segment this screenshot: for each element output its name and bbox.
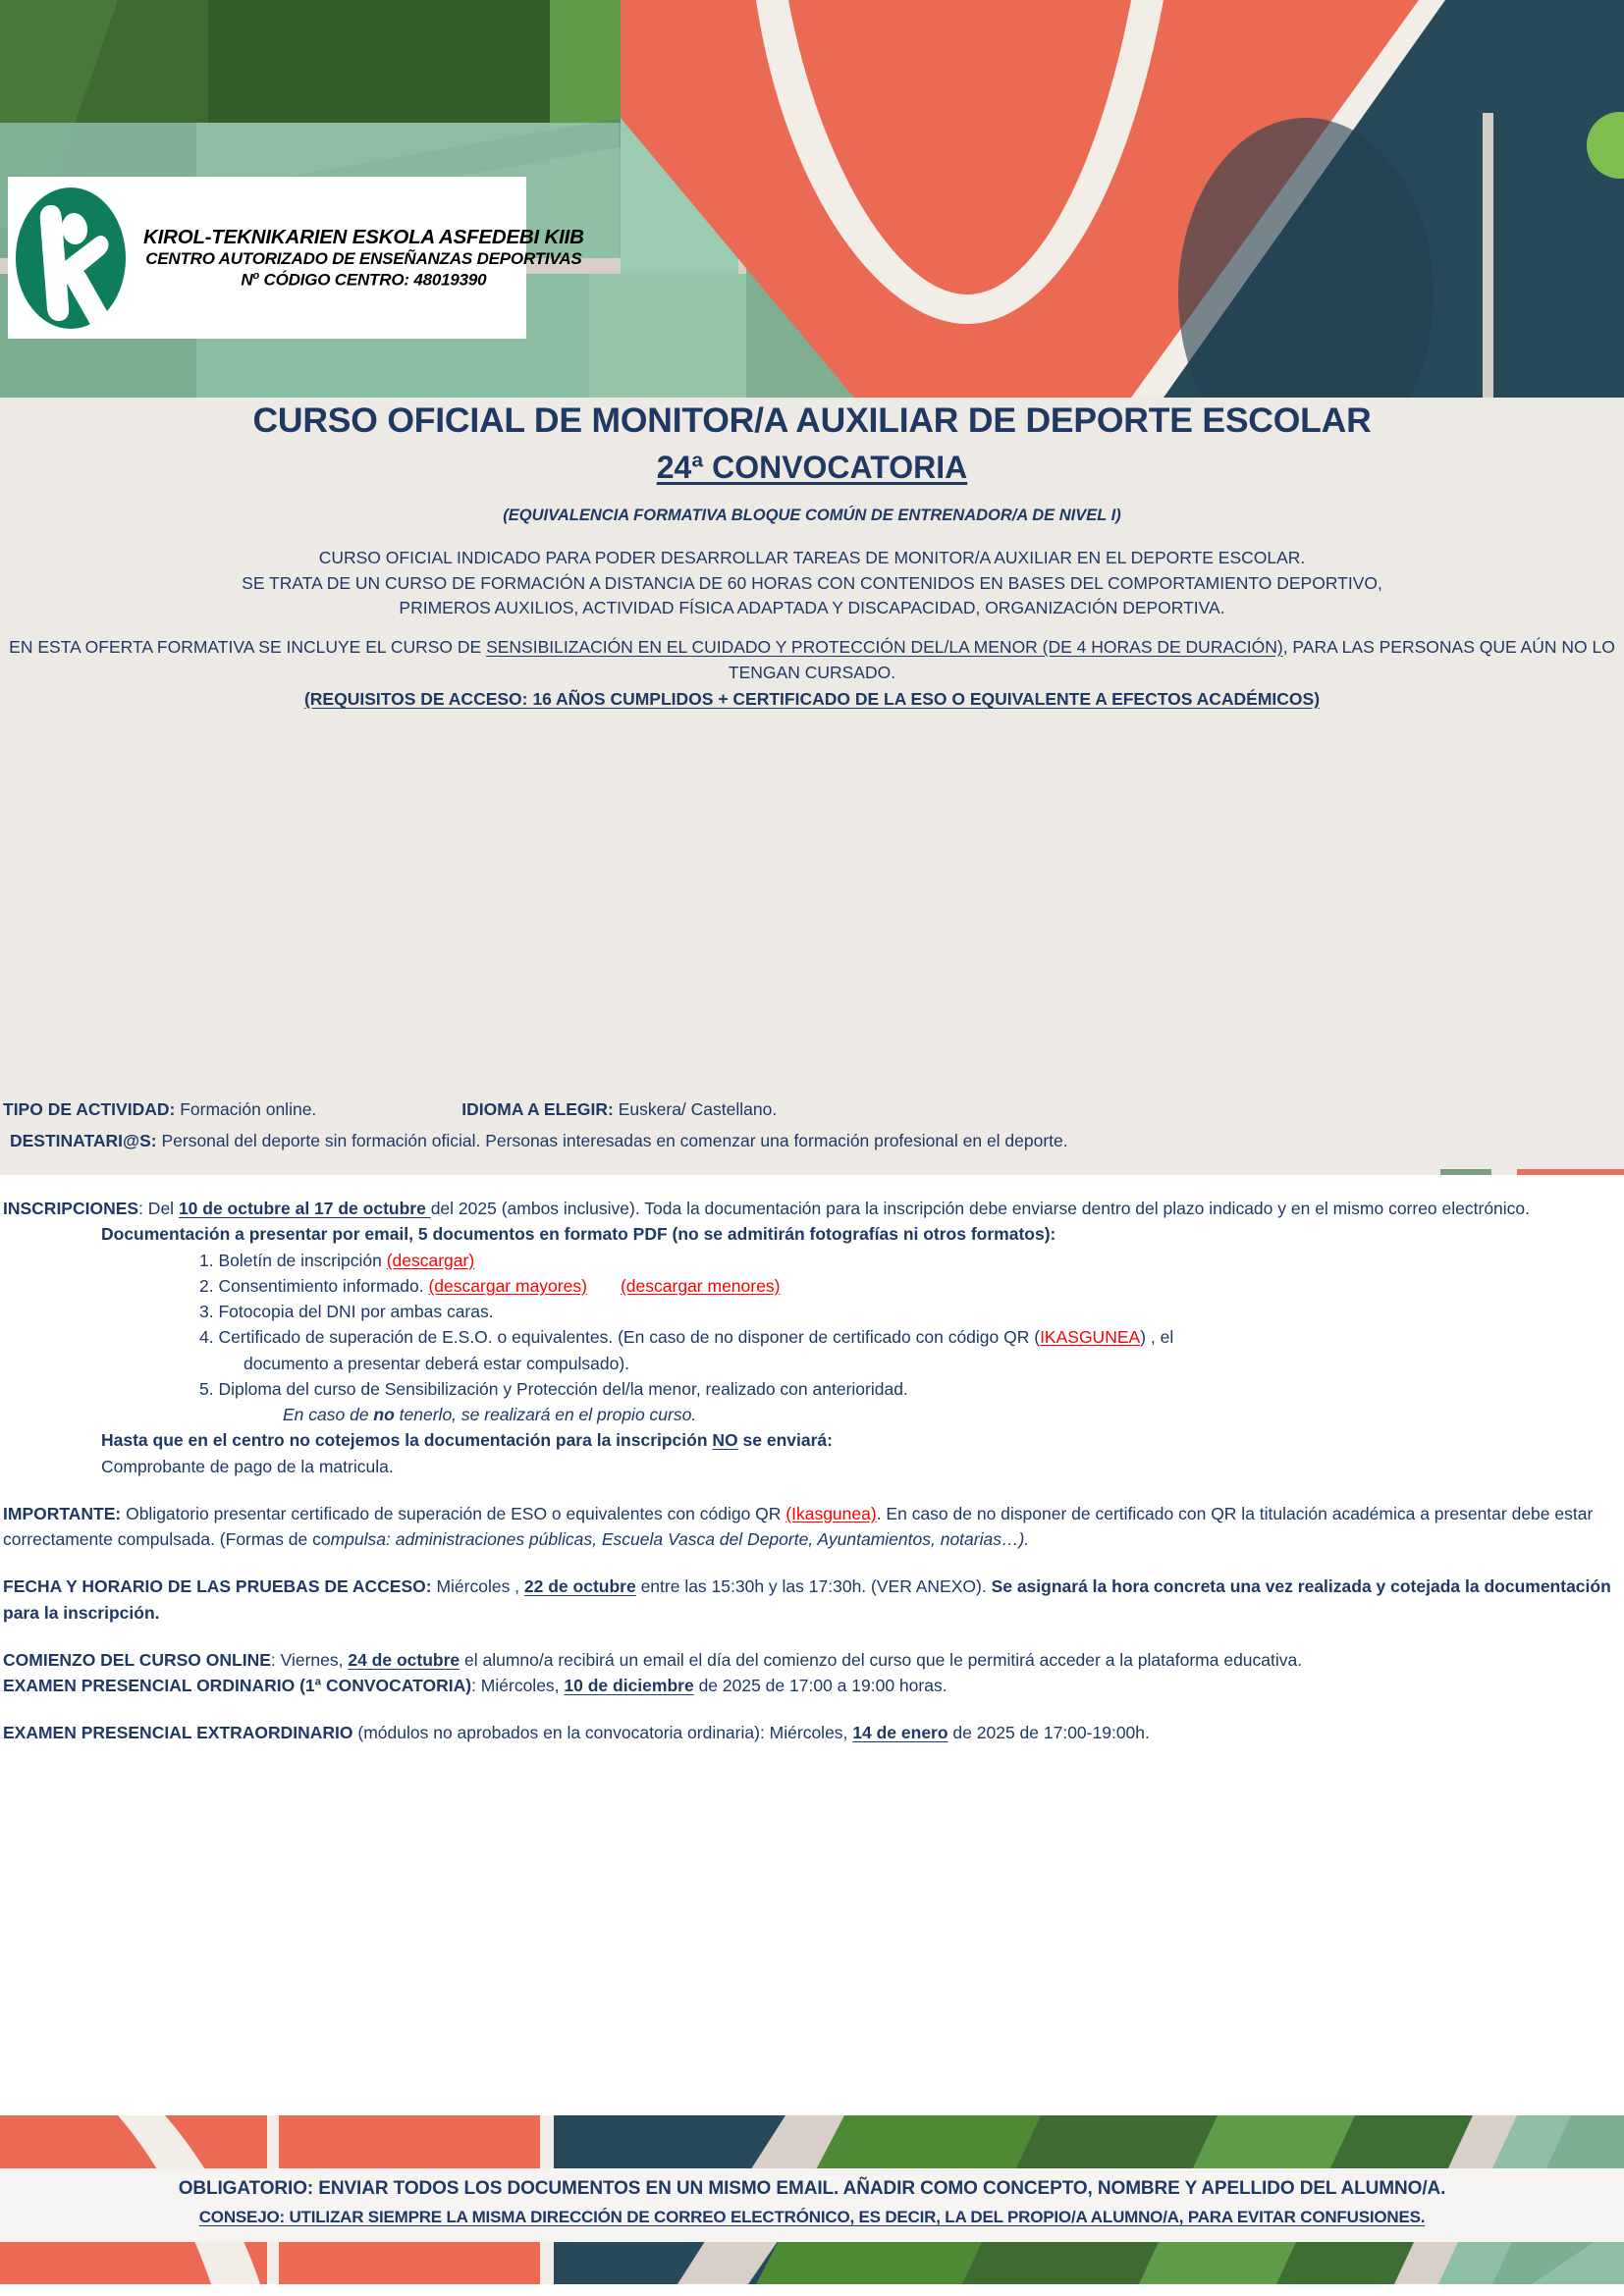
doc-item-2	[3, 1273, 1621, 1299]
doc-item-4	[3, 1324, 1621, 1350]
destinatarios-label: DESTINATARI@S:	[10, 1131, 157, 1150]
sensibilizacion-underlined: SENSIBILIZACIÓN EN EL CUIDADO Y PROTECCIÓN DEL/LA MENOR (DE 4 HORAS DE DURACIÓN)	[486, 637, 1283, 657]
footer-banner-graphic	[0, 2104, 1624, 2296]
examen-extraordinario-t1: (módulos no aprobados en la convocatoria ordinaria): Miércoles,	[352, 1723, 853, 1743]
descargar-mayores-link[interactable]: (descargar mayores)	[428, 1275, 587, 1296]
inscripciones-paragraph	[3, 1196, 1621, 1221]
footer-consejo-line: CONSEJO: UTILIZAR SIEMPRE LA MISMA DIRECCIÓN DE CORREO ELECTRÓNICO, ES DECIR, LA DEL PROPIO/A ALUMNO/A, PARA EVITAR CONFUSIONES.	[198, 2208, 1426, 2226]
descargar-menores-link[interactable]: (descargar menores)	[620, 1275, 781, 1296]
logo-subtitle: CENTRO AUTORIZADO DE ENSEÑANZAS DEPORTIVAS	[145, 248, 582, 268]
doc-5-num: 5.	[199, 1378, 214, 1399]
footer-abstract-pattern	[0, 2104, 1624, 2296]
doc-item-1	[3, 1248, 1621, 1273]
logo-name: KIROL-TEKNIKARIEN ESKOLA ASFEDEBI KIIB	[143, 225, 584, 248]
examen-ordinario-date: 10 de diciembre	[564, 1676, 694, 1695]
requisitos-line	[0, 689, 1624, 710]
examen-ordinario-paragraph	[3, 1673, 1621, 1698]
logo-text-block	[139, 225, 590, 291]
doc-2-num: 2.	[199, 1275, 214, 1296]
idioma-value: Euskera/ Castellano.	[613, 1099, 778, 1119]
tipo-value: Formación online.	[175, 1099, 317, 1119]
asfedebi-logo-icon	[14, 186, 139, 331]
sensibilizacion-post: , PARA LAS PERSONAS QUE AÚN NO LO TENGAN CURSADO.	[728, 637, 1615, 682]
doc-item-3	[3, 1299, 1621, 1324]
intro-line-1: CURSO OFICIAL INDICADO PARA PODER DESARROLLAR TAREAS DE MONITOR/A AUXILIAR EN EL DEPORTE ESCOLAR.	[318, 548, 1306, 567]
sensibilizacion-pre: EN ESTA OFERTA FORMATIVA SE INCLUYE EL CURSO DE	[9, 637, 487, 657]
pruebas-bold-tail: Se asignará la hora concreta una vez realizada y cotejada la documentación para la inscripción.	[3, 1576, 1611, 1623]
convocatoria-number: 24ª CONVOCATORIA	[656, 450, 968, 485]
hasta-que-line	[3, 1427, 1621, 1453]
examen-extraordinario-paragraph	[3, 1720, 1621, 1745]
note-bold: no	[373, 1405, 395, 1424]
edge-sliver-red	[1517, 1169, 1624, 1175]
comprobante-line: Comprobante de pago de la matricula.	[101, 1456, 394, 1476]
sensibilizacion-paragraph	[0, 635, 1624, 685]
ikasgunea-link-2[interactable]: (Ikasgunea)	[785, 1503, 877, 1523]
intro-line-3: PRIMEROS AUXILIOS, ACTIVIDAD FÍSICA ADAPTADA Y DISCAPACIDAD, ORGANIZACIÓN DEPORTIVA.	[399, 598, 1225, 618]
doc-1-num: 1.	[199, 1250, 214, 1270]
importante-italic: mpulsa: administraciones públicas, Escuela Vasca del Deporte, Ayuntamientos, notarias…).	[330, 1529, 1030, 1549]
pruebas-date: 22 de octubre	[523, 1576, 636, 1597]
footer-obligatorio-line: OBLIGATORIO: ENVIAR TODOS LOS DOCUMENTOS EN UN MISMO EMAIL. AÑADIR COMO CONCEPTO, NOMBRE Y APELLIDO DEL ALUMNO/A.	[178, 2178, 1446, 2199]
inscripciones-pre: : Del	[138, 1199, 179, 1218]
doc-item-5-note	[3, 1402, 1621, 1427]
comienzo-paragraph	[3, 1647, 1621, 1673]
page-title: CURSO OFICIAL DE MONITOR/A AUXILIAR DE DEPORTE ESCOLAR	[252, 400, 1372, 440]
examen-ordinario-label: EXAMEN PRESENCIAL ORDINARIO (1ª CONVOCATORIA)	[3, 1676, 472, 1695]
doc-4-text: Certificado de superación de E.S.O. o equivalentes. (En caso de no disponer de certificado con código QR (	[213, 1327, 1041, 1348]
comienzo-t2: el alumno/a recibirá un email el día del comienzo del curso que le permitirá acceder a la plataforma educativa.	[460, 1649, 1303, 1670]
ikasgunea-link[interactable]: IKASGUNEA	[1040, 1327, 1141, 1348]
logo-code: $N^o$ CÓDIGO CENTRO: 48019390	[241, 269, 487, 290]
examen-extraordinario-date: 14 de enero	[852, 1723, 948, 1743]
note-pre: En caso de	[283, 1405, 374, 1424]
importante-t1: Obligatorio presentar certificado de superación de ESO o equivalentes con código QR	[121, 1503, 786, 1523]
tipo-label: TIPO DE ACTIVIDAD:	[3, 1099, 176, 1119]
examen-ordinario-t2: de 2025 de 17:00 a 19:00 horas.	[693, 1676, 947, 1695]
requisitos-text: (REQUISITOS DE ACCESO: 16 AÑOS CUMPLIDOS + CERTIFICADO DE LA ESO O EQUIVALENTE A EFECTOS ACADÉMICOS)	[303, 689, 1321, 709]
intro-paragraph	[0, 546, 1624, 621]
doc-item-4-continuation: documento a presentar deberá estar compulsado).	[244, 1353, 630, 1373]
doc-3-num: 3.	[199, 1302, 214, 1321]
note-post: tenerlo, se realizará en el propio curso.	[394, 1405, 697, 1424]
comienzo-label: COMIENZO DEL CURSO ONLINE	[3, 1649, 271, 1670]
logo-box	[8, 177, 584, 339]
tipo-actividad-row	[3, 1099, 1613, 1120]
edge-sliver-green	[1440, 1169, 1491, 1175]
page-subtitle	[0, 450, 1624, 486]
pruebas-t1: Miércoles ,	[431, 1576, 524, 1597]
equivalence-note: (EQUIVALENCIA FORMATIVA BLOQUE COMÚN DE ENTRENADOR/A DE NIVEL I)	[503, 507, 1121, 524]
comienzo-t1: : Viernes,	[270, 1649, 349, 1670]
destinatarios-row	[10, 1131, 1620, 1151]
doc-4-text-after: ) , el	[1140, 1327, 1174, 1348]
hasta-post: se enviará:	[737, 1430, 833, 1451]
doc-3-text: Fotocopia del DNI por ambas caras.	[213, 1302, 494, 1321]
hasta-pre: Hasta que en el centro no cotejemos la documentación para la inscripción	[101, 1430, 713, 1451]
doc-4-num: 4.	[199, 1327, 214, 1348]
doc-2-text: Consentimiento informado.	[213, 1275, 429, 1296]
body-content	[3, 1196, 1621, 1746]
inscripciones-dates: 10 de octubre al 17 de octubre	[178, 1199, 431, 1218]
examen-extraordinario-label: EXAMEN PRESENCIAL EXTRAORDINARIO	[3, 1723, 353, 1743]
doc-5-text: Diploma del curso de Sensibilización y Protección del/la menor, realizado con anterioridad.	[213, 1378, 908, 1399]
importante-paragraph	[3, 1501, 1621, 1553]
examen-extraordinario-t2: de 2025 de 17:00-19:00h.	[947, 1723, 1150, 1743]
idioma-label: IDIOMA A ELEGIR:	[461, 1099, 614, 1119]
hasta-no: NO	[712, 1430, 738, 1451]
intro-line-2: SE TRATA DE UN CURSO DE FORMACIÓN A DISTANCIA DE 60 HORAS CON CONTENIDOS EN BASES DEL COMPORTAMIENTO DEPORTIVO,	[242, 572, 1382, 593]
descargar-boletin-link[interactable]: (descargar)	[386, 1250, 475, 1270]
doc-item-5	[3, 1376, 1621, 1402]
pruebas-t2: entre las 15:30h y las 17:30h. (VER ANEXO).	[635, 1576, 992, 1597]
inscripciones-label: INSCRIPCIONES	[3, 1199, 139, 1218]
importante-label: IMPORTANTE:	[3, 1503, 122, 1523]
destinatarios-value: Personal del deporte sin formación oficial. Personas interesadas en comenzar una formación profesional en el deporte.	[156, 1131, 1068, 1150]
documentacion-heading: Documentación a presentar por email, 5 documentos en formato PDF (no se admitirán fotografías ni otros formatos):	[101, 1224, 1056, 1245]
comienzo-date: 24 de octubre	[348, 1649, 460, 1670]
importante-t2: . En caso de no disponer de certificado con QR la titulación académica a presentar debe estar correctamente compulsada. (Formas de co	[3, 1503, 1594, 1549]
inscripciones-post: del 2025 (ambos inclusive). Toda la documentación para la inscripción debe enviarse dentro del plazo indicado y en el mismo correo electrónico.	[430, 1199, 1531, 1218]
examen-ordinario-t1: : Miércoles,	[471, 1676, 565, 1695]
pruebas-paragraph	[3, 1574, 1621, 1626]
pruebas-label: FECHA Y HORARIO DE LAS PRUEBAS DE ACCESO:	[3, 1576, 432, 1597]
doc-1-text: Boletín de inscripción	[213, 1250, 387, 1270]
